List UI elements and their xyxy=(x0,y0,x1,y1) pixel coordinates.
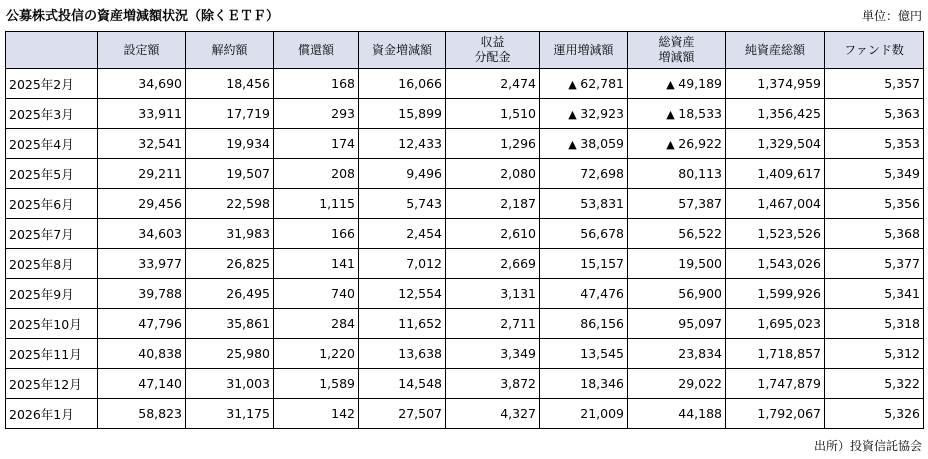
header-funds: ファンド数 xyxy=(825,32,924,69)
cell-shokan: 740 xyxy=(274,279,359,309)
negative-mark: ▲ xyxy=(666,78,675,91)
cell-shikin: 2,454 xyxy=(359,219,446,249)
cell-bunpai: 2,474 xyxy=(446,69,540,99)
cell-junshisan: 1,695,023 xyxy=(726,309,825,339)
cell-bunpai: 1,296 xyxy=(446,129,540,159)
cell-shokan: 141 xyxy=(274,249,359,279)
cell-bunpai: 4,327 xyxy=(446,399,540,429)
unit-label: 単位：億円 xyxy=(861,9,922,23)
cell-sosisan: 44,188 xyxy=(628,399,726,429)
cell-value: 38,059 xyxy=(580,136,624,151)
cell-value: 32,923 xyxy=(580,106,624,121)
cell-shikin: 12,433 xyxy=(359,129,446,159)
cell-shikin: 5,743 xyxy=(359,189,446,219)
cell-shikin: 16,066 xyxy=(359,69,446,99)
header-bunpai: 収益 分配金 xyxy=(446,32,540,69)
cell-settei: 32,541 xyxy=(98,129,186,159)
cell-kaiyaku: 31,003 xyxy=(186,369,274,399)
cell-funds: 5,356 xyxy=(825,189,924,219)
cell-settei: 34,690 xyxy=(98,69,186,99)
table-row xyxy=(6,309,924,339)
negative-mark: ▲ xyxy=(568,108,577,121)
cell-settei: 58,823 xyxy=(98,399,186,429)
cell-junshisan: 1,467,004 xyxy=(726,189,825,219)
cell-junshisan: 1,543,026 xyxy=(726,249,825,279)
cell-shokan: 168 xyxy=(274,69,359,99)
table-row xyxy=(6,189,924,219)
cell-unyo xyxy=(540,99,628,129)
cell-unyo: 86,156 xyxy=(540,309,628,339)
table-body xyxy=(6,69,924,429)
cell-funds: 5,322 xyxy=(825,369,924,399)
cell-sosisan: 23,834 xyxy=(628,339,726,369)
cell-settei: 34,603 xyxy=(98,219,186,249)
cell-shokan: 1,589 xyxy=(274,369,359,399)
cell-junshisan: 1,747,879 xyxy=(726,369,825,399)
cell-junshisan: 1,329,504 xyxy=(726,129,825,159)
cell-funds: 5,312 xyxy=(825,339,924,369)
cell-junshisan: 1,718,857 xyxy=(726,339,825,369)
cell-unyo: 53,831 xyxy=(540,189,628,219)
cell-funds: 5,318 xyxy=(825,309,924,339)
cell-shokan: 174 xyxy=(274,129,359,159)
cell-shikin: 9,496 xyxy=(359,159,446,189)
cell-kaiyaku: 22,598 xyxy=(186,189,274,219)
cell-kaiyaku: 17,719 xyxy=(186,99,274,129)
cell-settei: 29,211 xyxy=(98,159,186,189)
cell-bunpai: 2,187 xyxy=(446,189,540,219)
cell-shokan: 1,115 xyxy=(274,189,359,219)
cell-shokan: 1,220 xyxy=(274,339,359,369)
cell-bunpai: 3,349 xyxy=(446,339,540,369)
table-row xyxy=(6,369,924,399)
negative-mark: ▲ xyxy=(666,108,675,121)
table-row xyxy=(6,159,924,189)
table-row xyxy=(6,339,924,369)
cell-bunpai: 2,669 xyxy=(446,249,540,279)
cell-shikin: 13,638 xyxy=(359,339,446,369)
cell-unyo: 13,545 xyxy=(540,339,628,369)
cell-sosisan: 57,387 xyxy=(628,189,726,219)
cell-month: 2025年12月 xyxy=(6,369,98,399)
cell-shikin: 7,012 xyxy=(359,249,446,279)
cell-sosisan: 80,113 xyxy=(628,159,726,189)
cell-month: 2025年4月 xyxy=(6,129,98,159)
header-shokan: 償還額 xyxy=(274,32,359,69)
cell-kaiyaku: 26,495 xyxy=(186,279,274,309)
cell-kaiyaku: 19,507 xyxy=(186,159,274,189)
cell-sosisan: 56,522 xyxy=(628,219,726,249)
cell-shokan: 166 xyxy=(274,219,359,249)
table-row xyxy=(6,129,924,159)
cell-value: 18,533 xyxy=(678,106,722,121)
cell-unyo: 18,346 xyxy=(540,369,628,399)
cell-unyo xyxy=(540,69,628,99)
cell-value: 62,781 xyxy=(580,76,624,91)
cell-sosisan: 19,500 xyxy=(628,249,726,279)
cell-kaiyaku: 26,825 xyxy=(186,249,274,279)
cell-kaiyaku: 31,983 xyxy=(186,219,274,249)
cell-shokan: 284 xyxy=(274,309,359,339)
cell-month: 2025年9月 xyxy=(6,279,98,309)
cell-settei: 33,911 xyxy=(98,99,186,129)
cell-shokan: 142 xyxy=(274,399,359,429)
cell-sosisan xyxy=(628,99,726,129)
cell-kaiyaku: 18,456 xyxy=(186,69,274,99)
cell-funds: 5,377 xyxy=(825,249,924,279)
cell-unyo: 72,698 xyxy=(540,159,628,189)
cell-month: 2025年6月 xyxy=(6,189,98,219)
cell-unyo: 21,009 xyxy=(540,399,628,429)
cell-junshisan: 1,599,926 xyxy=(726,279,825,309)
cell-shikin: 15,899 xyxy=(359,99,446,129)
cell-funds: 5,341 xyxy=(825,279,924,309)
cell-sosisan: 95,097 xyxy=(628,309,726,339)
cell-value: 49,189 xyxy=(678,76,722,91)
cell-kaiyaku: 19,934 xyxy=(186,129,274,159)
cell-funds: 5,357 xyxy=(825,69,924,99)
cell-settei: 47,796 xyxy=(98,309,186,339)
header-settei: 設定額 xyxy=(98,32,186,69)
cell-funds: 5,368 xyxy=(825,219,924,249)
page-title: 公募株式投信の資産増減額状況（除くＥＴＦ） xyxy=(6,9,280,24)
cell-unyo xyxy=(540,129,628,159)
cell-month: 2025年7月 xyxy=(6,219,98,249)
cell-sosisan xyxy=(628,129,726,159)
cell-shokan: 293 xyxy=(274,99,359,129)
cell-settei: 40,838 xyxy=(98,339,186,369)
cell-shokan: 208 xyxy=(274,159,359,189)
cell-value: 26,922 xyxy=(678,136,722,151)
cell-junshisan: 1,374,959 xyxy=(726,69,825,99)
cell-kaiyaku: 31,175 xyxy=(186,399,274,429)
header-month xyxy=(6,32,98,69)
cell-kaiyaku: 25,980 xyxy=(186,339,274,369)
source-note: 出所）投資信託協会 xyxy=(813,439,922,453)
cell-month: 2025年3月 xyxy=(6,99,98,129)
cell-shikin: 27,507 xyxy=(359,399,446,429)
cell-sosisan: 56,900 xyxy=(628,279,726,309)
cell-month: 2025年10月 xyxy=(6,309,98,339)
cell-funds: 5,326 xyxy=(825,399,924,429)
negative-mark: ▲ xyxy=(666,138,675,151)
cell-junshisan: 1,792,067 xyxy=(726,399,825,429)
cell-bunpai: 2,080 xyxy=(446,159,540,189)
cell-bunpai: 3,872 xyxy=(446,369,540,399)
negative-mark: ▲ xyxy=(568,78,577,91)
table-row xyxy=(6,99,924,129)
header-shikin: 資金増減額 xyxy=(359,32,446,69)
cell-funds: 5,363 xyxy=(825,99,924,129)
negative-mark: ▲ xyxy=(568,138,577,151)
table-row xyxy=(6,249,924,279)
cell-month: 2025年2月 xyxy=(6,69,98,99)
table-header-row xyxy=(6,32,924,69)
table-row xyxy=(6,279,924,309)
cell-settei: 47,140 xyxy=(98,369,186,399)
cell-bunpai: 3,131 xyxy=(446,279,540,309)
cell-shikin: 14,548 xyxy=(359,369,446,399)
cell-month: 2025年11月 xyxy=(6,339,98,369)
table-row xyxy=(6,399,924,429)
asset-change-table xyxy=(5,31,924,429)
cell-unyo: 47,476 xyxy=(540,279,628,309)
cell-funds: 5,349 xyxy=(825,159,924,189)
cell-junshisan: 1,409,617 xyxy=(726,159,825,189)
cell-shikin: 11,652 xyxy=(359,309,446,339)
cell-sosisan xyxy=(628,69,726,99)
cell-settei: 29,456 xyxy=(98,189,186,219)
cell-settei: 39,788 xyxy=(98,279,186,309)
cell-bunpai: 1,510 xyxy=(446,99,540,129)
header-unyo: 運用増減額 xyxy=(540,32,628,69)
cell-kaiyaku: 35,861 xyxy=(186,309,274,339)
header-kaiyaku: 解約額 xyxy=(186,32,274,69)
cell-settei: 33,977 xyxy=(98,249,186,279)
cell-funds: 5,353 xyxy=(825,129,924,159)
table-row xyxy=(6,219,924,249)
cell-junshisan: 1,523,526 xyxy=(726,219,825,249)
table-row xyxy=(6,69,924,99)
cell-junshisan: 1,356,425 xyxy=(726,99,825,129)
cell-month: 2026年1月 xyxy=(6,399,98,429)
cell-month: 2025年8月 xyxy=(6,249,98,279)
cell-month: 2025年5月 xyxy=(6,159,98,189)
cell-bunpai: 2,610 xyxy=(446,219,540,249)
cell-unyo: 56,678 xyxy=(540,219,628,249)
cell-shikin: 12,554 xyxy=(359,279,446,309)
cell-bunpai: 2,711 xyxy=(446,309,540,339)
cell-unyo: 15,157 xyxy=(540,249,628,279)
header-junshisan: 純資産総額 xyxy=(726,32,825,69)
cell-sosisan: 29,022 xyxy=(628,369,726,399)
header-sosisan: 総資産 増減額 xyxy=(628,32,726,69)
